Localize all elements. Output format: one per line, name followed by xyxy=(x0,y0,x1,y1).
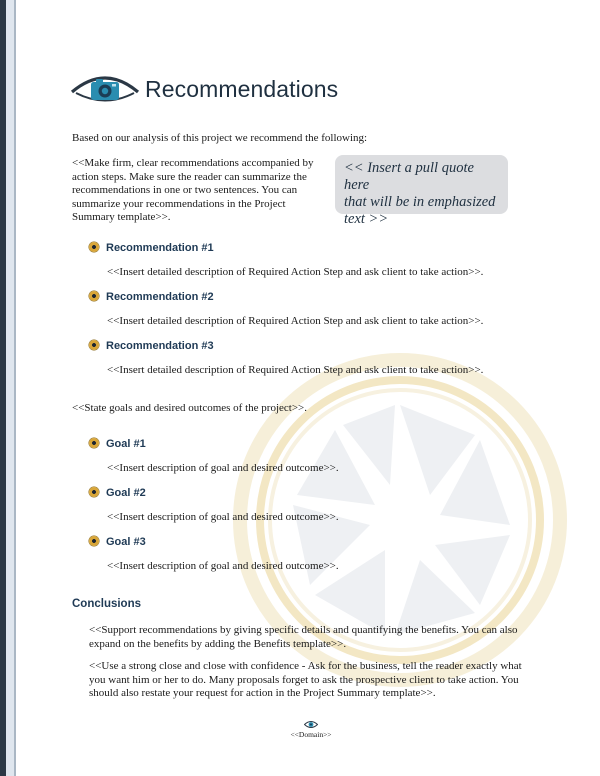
goal-1-title: Goal #1 xyxy=(106,438,146,450)
goal-2-description: <<Insert description of goal and desired outcome>>. xyxy=(107,511,339,523)
pull-quote-box xyxy=(335,155,508,227)
gold-bullet-icon xyxy=(89,340,99,350)
paragraph-line: Summary template>>. xyxy=(72,211,171,223)
conclusions-paragraph-2 xyxy=(89,660,539,701)
gold-bullet-icon xyxy=(89,487,99,497)
paragraph-line: <<Support recommendations by giving specific details and quantifying the benefits. You can also xyxy=(89,624,518,636)
paragraph-line: summarize your recommendations in the Project xyxy=(72,197,286,210)
page-title: Recommendations xyxy=(145,76,339,102)
recommendation-3-description: <<Insert detailed description of Required Action Step and ask client to take action>>. xyxy=(107,364,484,376)
recommendation-2-description: <<Insert detailed description of Required Action Step and ask client to take action>>. xyxy=(107,315,484,327)
paragraph-line: <<Make firm, clear recommendations accompanied by xyxy=(72,157,314,169)
recommendation-2-title: Recommendation #2 xyxy=(106,291,214,303)
recommendations-summary-paragraph xyxy=(72,157,332,225)
gold-bullet-icon xyxy=(89,438,99,448)
recommendation-3-title: Recommendation #3 xyxy=(106,340,214,352)
gold-bullet-icon xyxy=(89,242,99,252)
goal-1-description: <<Insert description of goal and desired outcome>>. xyxy=(107,462,339,474)
paragraph-line: <<Use a strong close and close with confidence - Ask for the business, tell the reader exactly what xyxy=(89,660,522,672)
recommendation-1-title: Recommendation #1 xyxy=(106,242,214,254)
pull-quote-line: << Insert a pull quote here xyxy=(344,160,474,193)
paragraph-line: expand on the benefits by adding the Benefits template>>. xyxy=(89,637,347,650)
goal-2-title: Goal #2 xyxy=(106,487,146,499)
paragraph-line: action steps. Make sure the reader can summarize the xyxy=(72,170,307,183)
goals-intro-text: <<State goals and desired outcomes of the project>>. xyxy=(72,402,307,414)
conclusions-paragraph-1 xyxy=(89,624,529,651)
pull-quote-line: text >> xyxy=(344,211,389,227)
pull-quote-line: that will be in emphasized xyxy=(344,194,496,210)
paragraph-line: recommendations in one or two sentences. You can xyxy=(72,184,298,196)
goal-3-title: Goal #3 xyxy=(106,536,146,548)
conclusions-heading: Conclusions xyxy=(72,598,142,610)
left-accent-bar-line xyxy=(14,0,16,776)
recommendation-1-description: <<Insert detailed description of Required Action Step and ask client to take action>>. xyxy=(107,266,484,278)
footer-domain: <<Domain>> xyxy=(290,730,332,739)
paragraph-line: you want him or her to do. Many proposals forget to ask the prospective client to take action. You xyxy=(89,673,519,686)
left-accent-bar-light xyxy=(6,0,14,776)
intro-text: Based on our analysis of this project we recommend the following: xyxy=(72,132,368,144)
eye-camera-logo xyxy=(70,72,140,110)
gold-bullet-icon xyxy=(89,536,99,546)
paragraph-line: should also restate your request for action in the Project Summary template>>. xyxy=(89,687,436,699)
eye-icon xyxy=(304,720,318,729)
gold-bullet-icon xyxy=(89,291,99,301)
goal-3-description: <<Insert description of goal and desired outcome>>. xyxy=(107,560,339,572)
